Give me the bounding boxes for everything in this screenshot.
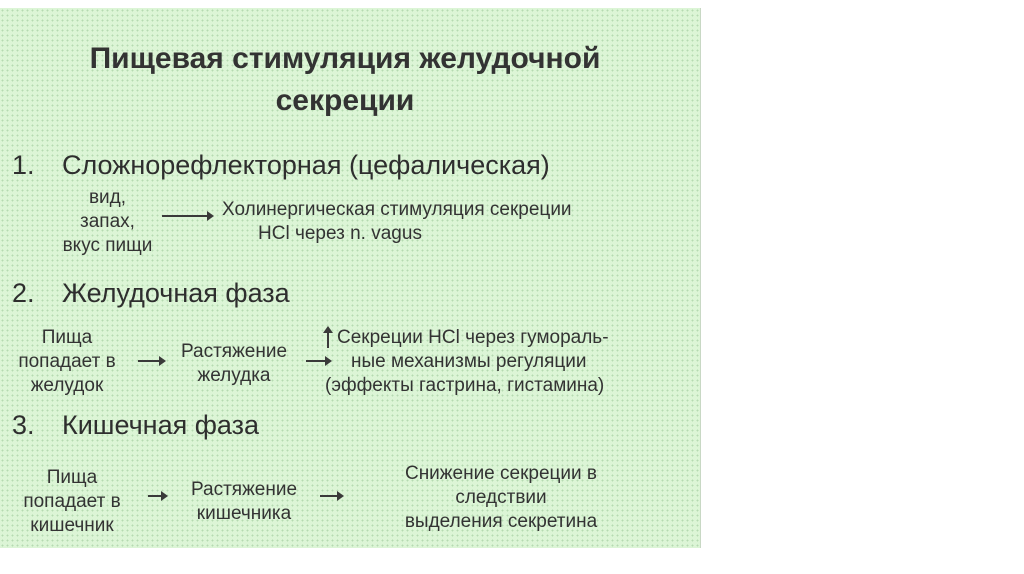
section-1-heading — [12, 150, 550, 181]
section-3-input-line: попадает в — [23, 491, 121, 512]
section-3-arrow-1-icon — [148, 495, 166, 497]
section-2-input-line: желудок — [30, 375, 104, 396]
title-line-1: Пищевая стимуляция желудочной — [89, 42, 601, 75]
section-3-input-line: кишечник — [30, 515, 114, 536]
section-2-input — [2, 326, 132, 398]
section-2-arrow-2-icon — [306, 360, 330, 362]
section-2-input-line: попадает в — [18, 351, 116, 372]
section-2-result-line: Секреции HCl через гумораль- — [337, 327, 609, 348]
section-3-result-line: Снижение секреции в — [404, 463, 598, 484]
section-1-input-line: запах, — [80, 211, 135, 232]
slide — [0, 8, 701, 548]
section-2-result-line: (эффекты гастрина, гистамина) — [325, 375, 605, 396]
section-1-result — [222, 198, 572, 246]
section-2-middle — [168, 340, 300, 388]
section-1-input-line: вид, — [88, 187, 127, 208]
slide-title — [0, 38, 690, 122]
section-2-input-line: Пища — [41, 327, 93, 348]
section-3-result-line: следствии — [455, 487, 547, 508]
section-1-input-line: вкус пищи — [62, 235, 153, 256]
section-3-middle-line: Растяжение — [190, 479, 298, 500]
section-3-result — [370, 462, 632, 534]
section-1-result-line: HCl через n. vagus — [258, 223, 422, 244]
section-1-title: Сложнорефлекторная (цефалическая) — [62, 150, 550, 180]
section-1-number: 1. — [12, 150, 35, 180]
increase-arrow-icon — [327, 332, 329, 348]
section-1-input — [40, 186, 175, 258]
section-2-middle-line: желудка — [197, 365, 271, 386]
section-2-heading — [12, 278, 290, 309]
section-3-arrow-2-icon — [320, 495, 342, 497]
section-2-result-line: ные механизмы регуляции — [351, 351, 587, 372]
section-2-title: Желудочная фаза — [62, 278, 290, 308]
section-3-middle — [175, 478, 313, 526]
section-3-title: Кишечная фаза — [62, 410, 260, 440]
section-1-result-line: Холинергическая стимуляция секреции — [222, 199, 572, 220]
section-3-input — [2, 466, 142, 538]
section-1-arrow-icon — [162, 215, 212, 217]
section-2-middle-line: Растяжение — [180, 341, 288, 362]
section-3-heading — [12, 410, 259, 441]
section-2-number: 2. — [12, 278, 35, 308]
section-3-number: 3. — [12, 410, 35, 440]
section-3-result-line: выделения секретина — [404, 511, 598, 532]
section-3-middle-line: кишечника — [196, 503, 292, 524]
title-line-2: секреции — [275, 84, 415, 117]
section-2-result — [325, 326, 609, 398]
section-3-input-line: Пища — [46, 467, 98, 488]
section-2-arrow-1-icon — [138, 360, 164, 362]
